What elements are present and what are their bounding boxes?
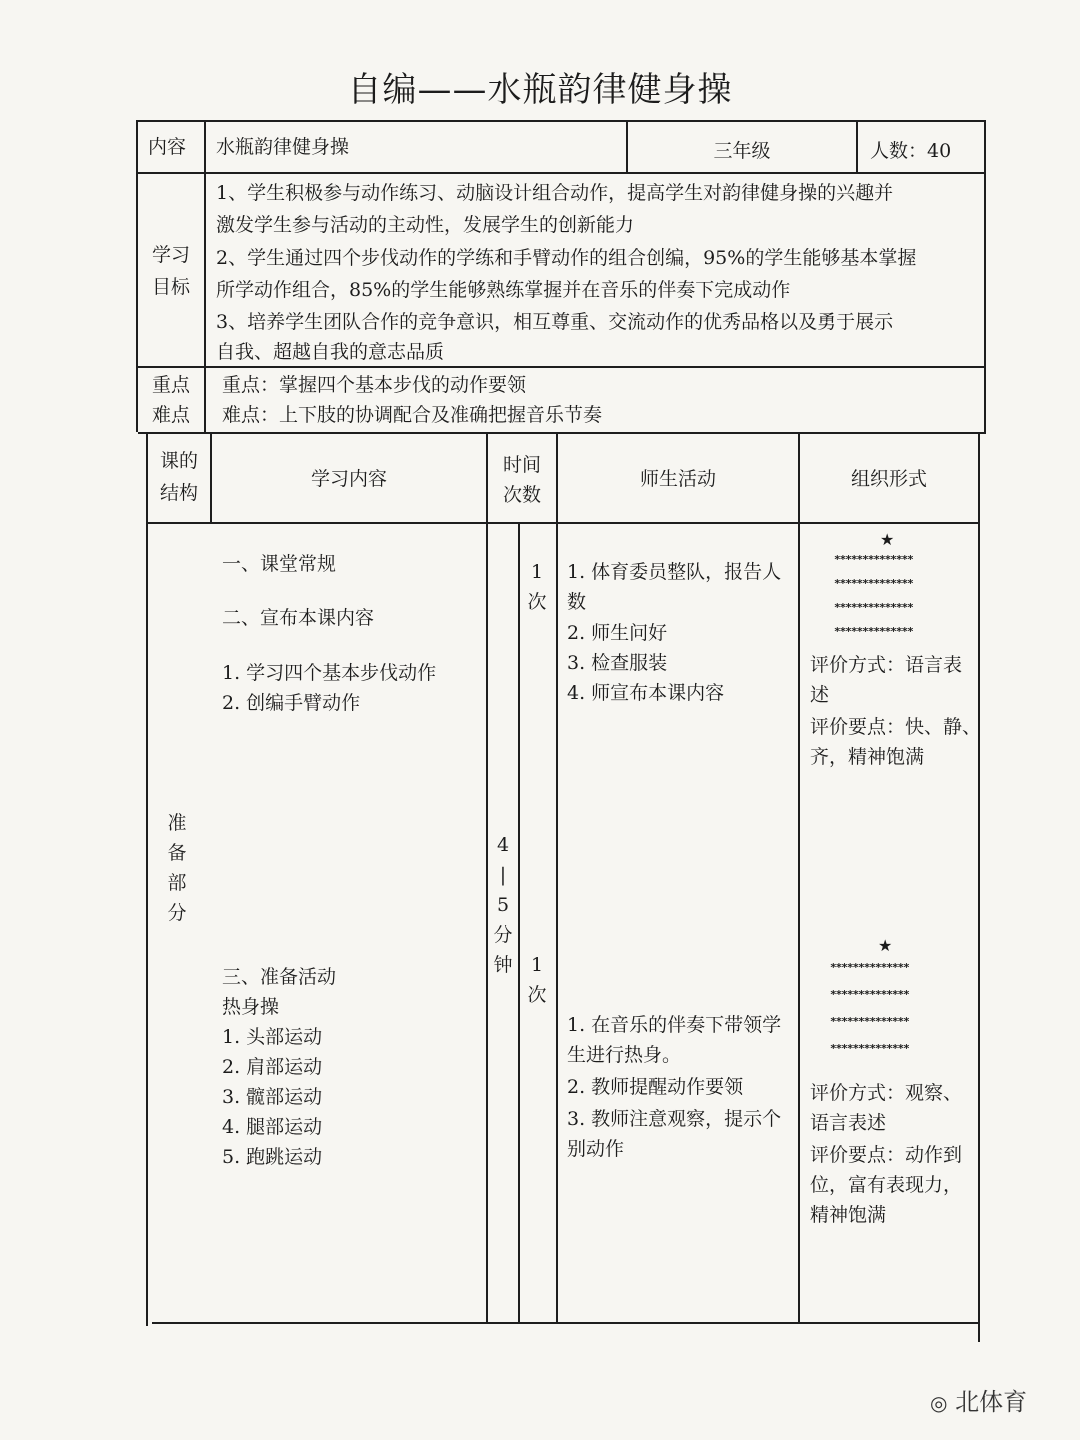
formation-row: **************: [830, 1015, 909, 1028]
activity-line: 别动作: [567, 1138, 625, 1160]
content-header: 学习内容: [310, 468, 387, 490]
goal-line: 激发学生参与活动的主动性，发展学生的创新能力: [216, 214, 635, 236]
content-label: 内容: [148, 136, 187, 158]
activity-line: 生进行热身。: [567, 1044, 682, 1066]
org-line: 评价要点：动作到: [810, 1144, 963, 1166]
goal-line: 3、培养学生团队合作的竞争意识，相互尊重、交流动作的优秀品格以及勇于展示: [216, 311, 894, 333]
org-line: 评价方式：观察、: [810, 1082, 963, 1104]
goal-line: 自我、超越自我的意志品质: [216, 341, 445, 363]
formation-row: **************: [834, 601, 913, 614]
goal-line: 2、学生通过四个步伐动作的学练和手臂动作的组合创编，95%的学生能够基本掌握: [216, 247, 917, 269]
activity-line: 4. 师宣布本课内容: [567, 682, 725, 704]
keypoints-label-1: 重点: [151, 374, 190, 396]
content-value: 水瓶韵律健身操: [216, 136, 350, 158]
activity-line: 1. 在音乐的伴奏下带领学: [567, 1014, 782, 1036]
page-title: 自编——水瓶韵律健身操: [347, 70, 733, 110]
activity-line: 1. 体育委员整队，报告人: [567, 561, 782, 583]
organization-header: 组织形式: [850, 468, 927, 490]
content-line: 1. 学习四个基本步伐动作: [222, 662, 437, 684]
watermark: [930, 1382, 1027, 1417]
goals-label-2: 目标: [151, 276, 190, 298]
formation-row: **************: [830, 1042, 909, 1055]
org-line: 评价方式：语言表: [810, 654, 963, 676]
activity-line: 数: [567, 591, 587, 613]
wechat-icon: ◎: [930, 1391, 948, 1415]
activity-header: 师生活动: [639, 468, 716, 490]
activity-line: 3. 检查服装: [567, 652, 668, 674]
content-line: 5. 跑跳运动: [222, 1146, 323, 1168]
org-line: 精神饱满: [810, 1204, 887, 1226]
count-char: 1: [530, 561, 544, 583]
activity-line: 2. 师生问好: [567, 622, 668, 644]
formation-row: **************: [830, 988, 909, 1001]
structure-header-1: 课的: [159, 450, 198, 472]
grade-label: 三年级: [713, 140, 771, 162]
org-line: 评价要点：快、静、: [810, 716, 982, 738]
difficulty-point: 难点：上下肢的协调配合及准确把握音乐节奏: [222, 404, 603, 426]
content-line: 2. 肩部运动: [222, 1056, 323, 1078]
org-line: 齐，精神饱满: [810, 746, 925, 768]
teacher-star-icon: ★: [880, 530, 895, 549]
time-char: 4: [496, 834, 510, 856]
time-char: 5: [496, 894, 510, 916]
activity-line: 3. 教师注意观察，提示个: [567, 1108, 782, 1130]
formation-row: **************: [834, 625, 913, 638]
content-line: 二、宣布本课内容: [222, 607, 375, 629]
goals-label-1: 学习: [151, 244, 190, 266]
watermark-text: 北体育: [955, 1388, 1028, 1416]
formation-row: **************: [834, 577, 913, 590]
time-char: |: [499, 864, 507, 886]
keypoints-label-2: 难点: [151, 404, 190, 426]
content-line: 4. 腿部运动: [222, 1116, 323, 1138]
time-char: 分: [493, 924, 513, 946]
count-char: 1: [530, 954, 544, 976]
structure-header-2: 结构: [159, 482, 198, 504]
formation-row: **************: [830, 961, 909, 974]
section-label-char: 部: [167, 872, 187, 894]
time-header-1: 时间: [502, 454, 541, 476]
section-label-char: 分: [167, 902, 187, 924]
content-line: 1. 头部运动: [222, 1026, 323, 1048]
section-label-char: 备: [167, 842, 187, 864]
key-point: 重点：掌握四个基本步伐的动作要领: [222, 374, 527, 396]
content-line: 2. 创编手臂动作: [222, 692, 361, 714]
org-line: 位，富有表现力，: [810, 1174, 963, 1196]
section-label-char: 准: [167, 812, 187, 834]
content-line: 热身操: [222, 996, 280, 1018]
content-line: 三、准备活动: [222, 966, 337, 988]
count-char: 次: [527, 984, 547, 1006]
time-header-2: 次数: [502, 484, 541, 506]
formation-row: **************: [834, 553, 913, 566]
org-line: 语言表述: [810, 1112, 887, 1134]
content-line: 一、课堂常规: [222, 553, 337, 575]
goal-line: 所学动作组合，85%的学生能够熟练掌握并在音乐的伴奏下完成动作: [216, 279, 791, 301]
student-count: 人数：40: [870, 140, 952, 162]
goal-line: 1、学生积极参与动作练习、动脑设计组合动作，提高学生对韵律健身操的兴趣并: [216, 182, 894, 204]
org-line: 述: [810, 684, 830, 706]
count-char: 次: [527, 591, 547, 613]
teacher-star-icon: ★: [878, 936, 893, 955]
activity-line: 2. 教师提醒动作要领: [567, 1076, 744, 1098]
time-char: 钟: [493, 954, 513, 976]
content-line: 3. 髋部运动: [222, 1086, 323, 1108]
